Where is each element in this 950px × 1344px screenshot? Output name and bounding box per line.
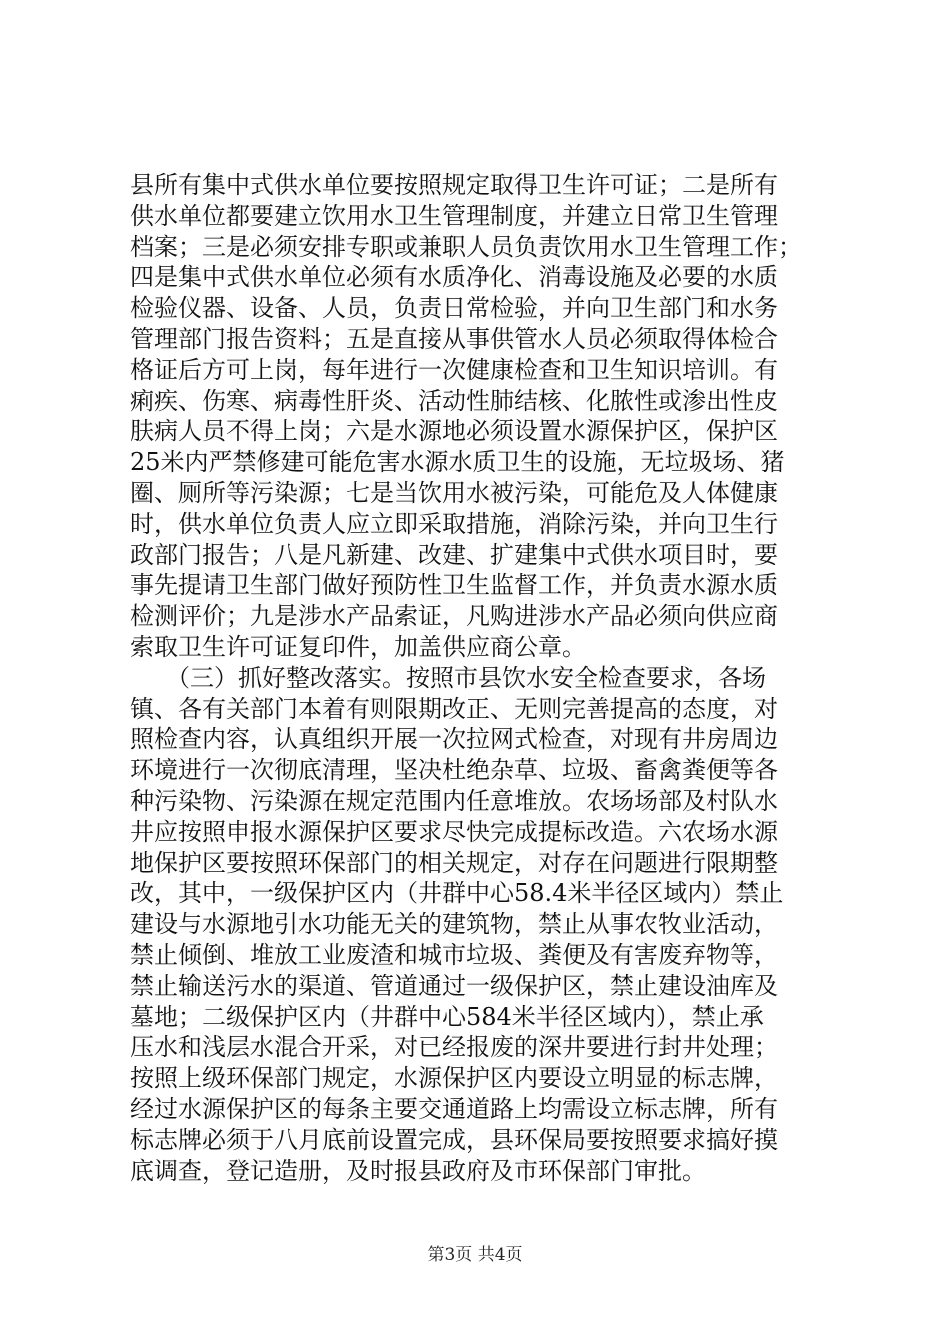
text-line: 索取卫生许可证复印件，加盖供应商公章。 [130,632,586,661]
text-line: 建设与水源地引水功能无关的建筑物，禁止从事农牧业活动， [130,910,778,939]
text-line: 底调查，登记造册，及时报县政府及市环保部门审批。 [130,1156,706,1185]
text-line: 痢疾、伤寒、病毒性肝炎、活动性肺结核、化脓性或渗出性皮 [130,386,778,415]
text-line: 环境进行一次彻底清理，坚决杜绝杂草、垃圾、畜禽粪便等各 [130,756,778,785]
text-line: 圈、厕所等污染源；七是当饮用水被污染，可能危及人体健康 [130,478,778,507]
text-line: 标志牌必须于八月底前设置完成，县环保局要按照要求搞好摸 [130,1125,778,1154]
text-line: 政部门报告；八是凡新建、改建、扩建集中式供水项目时，要 [130,540,778,569]
text-line: 经过水源保护区的每条主要交通道路上均需设立标志牌，所有 [130,1094,778,1123]
text-line: 事先提请卫生部门做好预防性卫生监督工作，并负责水源水质 [130,571,778,600]
text-line: （三）抓好整改落实。按照市县饮水安全检查要求，各场 [130,663,766,692]
text-line: 档案；三是必须安排专职或兼职人员负责饮用水卫生管理工作； [130,232,802,261]
text-line: 按照上级环保部门规定，水源保护区内要设立明显的标志牌， [130,1064,778,1093]
text-line: 镇、各有关部门本着有则限期改正、无则完善提高的态度，对 [130,694,778,723]
text-line: 管理部门报告资料；五是直接从事供管水人员必须取得体检合 [130,324,778,353]
text-line: 井应按照申报水源保护区要求尽快完成提标改造。六农场水源 [130,817,778,846]
text-line: 改，其中，一级保护区内（井群中心58.4米半径区域内）禁止 [130,879,784,908]
text-line: 供水单位都要建立饮用水卫生管理制度，并建立日常卫生管理 [130,201,778,230]
page-footer: 第3页 共4页 [427,1245,523,1265]
text-line: 地保护区要按照环保部门的相关规定，对存在问题进行限期整 [130,848,778,877]
text-line: 格证后方可上岗，每年进行一次健康检查和卫生知识培训。有 [130,355,778,384]
text-line: 照检查内容，认真组织开展一次拉网式检查，对现有井房周边 [130,725,778,754]
text-line: 压水和浅层水混合开采，对已经报废的深井要进行封井处理； [130,1033,778,1062]
text-line: 检测评价；九是涉水产品索证，凡购进涉水产品必须向供应商 [130,602,778,631]
text-line: 种污染物、污染源在规定范围内任意堆放。农场场部及村队水 [130,786,778,815]
text-line: 时，供水单位负责人应立即采取措施，消除污染，并向卫生行 [130,509,778,538]
text-line: 肤病人员不得上岗；六是水源地必须设置水源保护区，保护区 [130,417,778,446]
text-line: 检验仪器、设备、人员，负责日常检验，并向卫生部门和水务 [130,294,778,323]
text-line: 禁止输送污水的渠道、管道通过一级保护区，禁止建设油库及 [130,971,778,1000]
text-line: 县所有集中式供水单位要按照规定取得卫生许可证；二是所有 [130,171,778,199]
document-body [130,170,830,1186]
text-line: 四是集中式供水单位必须有水质净化、消毒设施及必要的水质 [130,263,778,292]
text-line: 25米内严禁修建可能危害水源水质卫生的设施，无垃圾场、猪 [130,448,785,477]
text-line: 禁止倾倒、堆放工业废渣和城市垃圾、粪便及有害废弃物等， [130,940,778,969]
text-line: 墓地；二级保护区内（井群中心584米半径区域内），禁止承 [130,1002,764,1031]
